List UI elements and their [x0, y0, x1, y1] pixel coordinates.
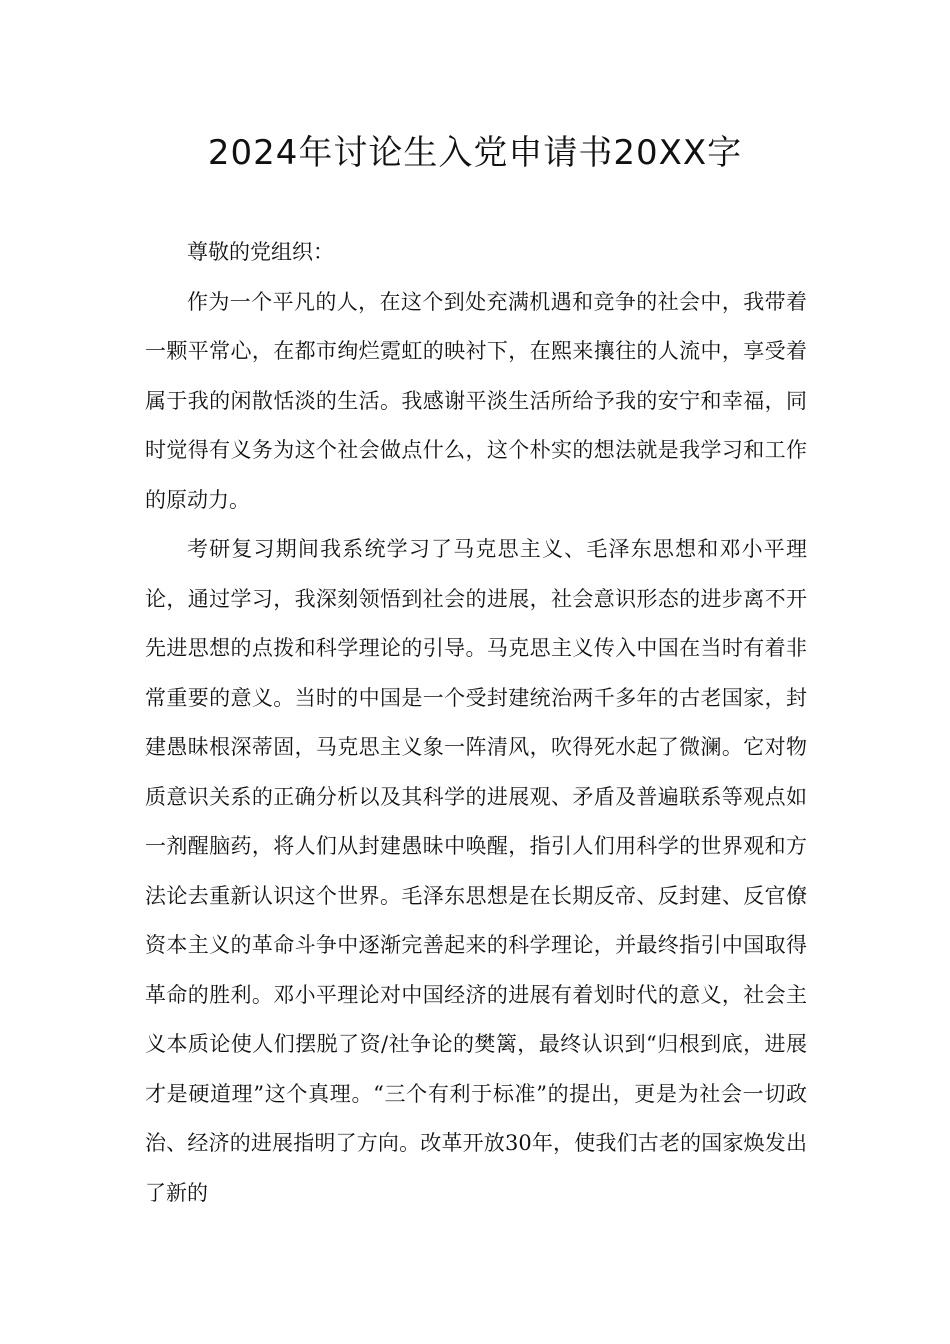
paragraph-2: 考研复习期间我系统学习了马克思主义、毛泽东思想和邓小平理论，通过学习，我深刻领悟到社会的进展，社会意识形态的进步离不开先进思想的点拨和科学理论的引导。马克思主义传入中国在当时有着非常重要的意义。当时的中国是一个受封建统治两千多年的古老国家，封建愚昧根深蒂固，马克思主义象一阵清风，吹得死水起了微澜。它对物质意识关系的正确分析以及其科学的进展观、矛盾及普遍联系等观点如一剂醒脑药，将人们从封建愚昧中唤醒，指引人们用科学的世界观和方法论去重新认识这个世界。毛泽东思想是在长期反帝、反封建、反官僚资本主义的革命斗争中逐渐完善起来的科学理论，并最终指引中国取得革命的胜利。邓小平理论对中国经济的进展有着划时代的意义，社会主义本质论使人们摆脱了资/社争论的樊篱，最终认识到“归根到底，进展才是硬道理”这个真理。“三个有利于标准”的提出，更是为社会一切政治、经济的进展指明了方向。改革开放30年，使我们古老的国家焕发出了新的	[145, 537, 807, 1205]
paragraph-1: 作为一个平凡的人，在这个到处充满机遇和竞争的社会中，我带着一颗平常心，在都市绚烂霓虹的映衬下，在熙来攘往的人流中，享受着属于我的闲散恬淡的生活。我感谢平淡生活所给予我的安宁和幸福，同时觉得有义务为这个社会做点什么，这个朴实的想法就是我学习和工作的原动力。	[145, 289, 807, 512]
salutation: 尊敬的党组织：	[187, 240, 334, 264]
document-body	[145, 228, 807, 1218]
document-title: 2024年讨论生入党申请书20XX字	[207, 133, 743, 173]
